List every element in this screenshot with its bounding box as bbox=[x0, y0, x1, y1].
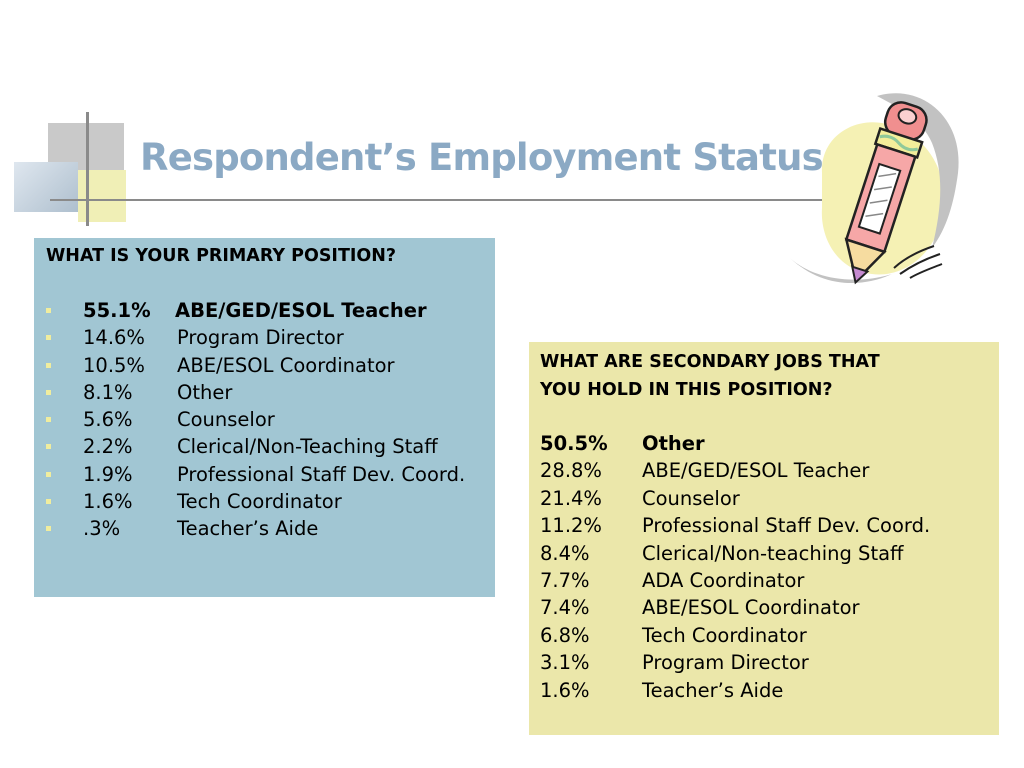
item-label: ABE/GED/ESOL Teacher bbox=[642, 459, 870, 483]
list-item bbox=[540, 540, 999, 567]
item-percent: 10.5% bbox=[83, 353, 145, 377]
primary-position-heading: WHAT IS YOUR PRIMARY POSITION? bbox=[46, 246, 397, 266]
item-label: ABE/ESOL Coordinator bbox=[177, 353, 395, 377]
item-percent: 28.8% bbox=[540, 459, 602, 483]
square-bullet-icon bbox=[46, 526, 51, 531]
item-label: Clerical/Non-teaching Staff bbox=[642, 541, 904, 565]
item-label: Other bbox=[177, 380, 233, 404]
item-label: ABE/GED/ESOL Teacher bbox=[175, 299, 427, 322]
list-item bbox=[540, 649, 999, 676]
item-label: Other bbox=[642, 432, 705, 455]
primary-position-list bbox=[46, 297, 495, 543]
square-bullet-icon bbox=[46, 444, 51, 449]
item-percent: 2.2% bbox=[83, 435, 133, 459]
item-percent: 1.9% bbox=[83, 462, 133, 486]
item-percent: 7.4% bbox=[540, 596, 590, 620]
item-label: Teacher’s Aide bbox=[177, 517, 319, 541]
item-label: Program Director bbox=[642, 651, 809, 675]
item-percent: 1.6% bbox=[540, 678, 590, 702]
item-percent: 11.2% bbox=[540, 514, 602, 538]
square-bullet-icon bbox=[46, 363, 51, 368]
item-label: Tech Coordinator bbox=[642, 623, 807, 647]
decorative-blue-square bbox=[14, 162, 78, 212]
list-item bbox=[540, 512, 999, 539]
list-item bbox=[46, 297, 495, 324]
item-label: Tech Coordinator bbox=[177, 490, 342, 514]
item-label: Professional Staff Dev. Coord. bbox=[177, 462, 466, 486]
item-percent: 5.6% bbox=[83, 408, 133, 432]
list-item bbox=[46, 352, 495, 379]
list-item bbox=[540, 430, 999, 457]
secondary-jobs-panel bbox=[529, 342, 999, 735]
list-item bbox=[540, 594, 999, 621]
item-percent: 21.4% bbox=[540, 486, 602, 510]
item-percent: 6.8% bbox=[540, 623, 590, 647]
slide-title: Respondent’s Employment Status bbox=[140, 136, 823, 179]
title-underline bbox=[50, 199, 834, 201]
item-label: Clerical/Non-Teaching Staff bbox=[177, 435, 438, 459]
secondary-jobs-list bbox=[540, 430, 999, 704]
item-label: Counselor bbox=[642, 486, 740, 510]
item-percent: 1.6% bbox=[83, 490, 133, 514]
primary-position-panel bbox=[34, 238, 495, 597]
item-percent: 8.4% bbox=[540, 541, 590, 565]
list-item bbox=[540, 485, 999, 512]
item-label: ABE/ESOL Coordinator bbox=[642, 596, 860, 620]
square-bullet-icon bbox=[46, 417, 51, 422]
square-bullet-icon bbox=[46, 390, 51, 395]
list-item bbox=[540, 457, 999, 484]
list-item bbox=[46, 461, 495, 488]
item-label: ADA Coordinator bbox=[642, 568, 805, 592]
square-bullet-icon bbox=[46, 308, 51, 313]
item-label: Professional Staff Dev. Coord. bbox=[642, 514, 931, 538]
item-label: Program Director bbox=[177, 326, 344, 350]
item-label: Teacher’s Aide bbox=[642, 678, 784, 702]
secondary-jobs-heading-line1: WHAT ARE SECONDARY JOBS THAT bbox=[540, 352, 880, 372]
secondary-jobs-heading-line2: YOU HOLD IN THIS POSITION? bbox=[540, 380, 833, 400]
list-item bbox=[46, 324, 495, 351]
list-item bbox=[46, 406, 495, 433]
item-percent: 7.7% bbox=[540, 568, 590, 592]
decorative-vertical-line bbox=[86, 112, 89, 226]
item-percent: 55.1% bbox=[83, 299, 151, 322]
item-percent: 3.1% bbox=[540, 651, 590, 675]
item-label: Counselor bbox=[177, 408, 275, 432]
square-bullet-icon bbox=[46, 499, 51, 504]
item-percent: 8.1% bbox=[83, 380, 133, 404]
list-item bbox=[46, 488, 495, 515]
item-percent: .3% bbox=[83, 517, 121, 541]
item-percent: 14.6% bbox=[83, 326, 145, 350]
list-item bbox=[540, 677, 999, 704]
square-bullet-icon bbox=[46, 335, 51, 340]
list-item bbox=[540, 622, 999, 649]
item-percent: 50.5% bbox=[540, 432, 608, 455]
pencil-icon bbox=[782, 78, 964, 300]
list-item bbox=[46, 433, 495, 460]
list-item bbox=[540, 567, 999, 594]
list-item bbox=[46, 379, 495, 406]
list-item bbox=[46, 515, 495, 542]
square-bullet-icon bbox=[46, 472, 51, 477]
